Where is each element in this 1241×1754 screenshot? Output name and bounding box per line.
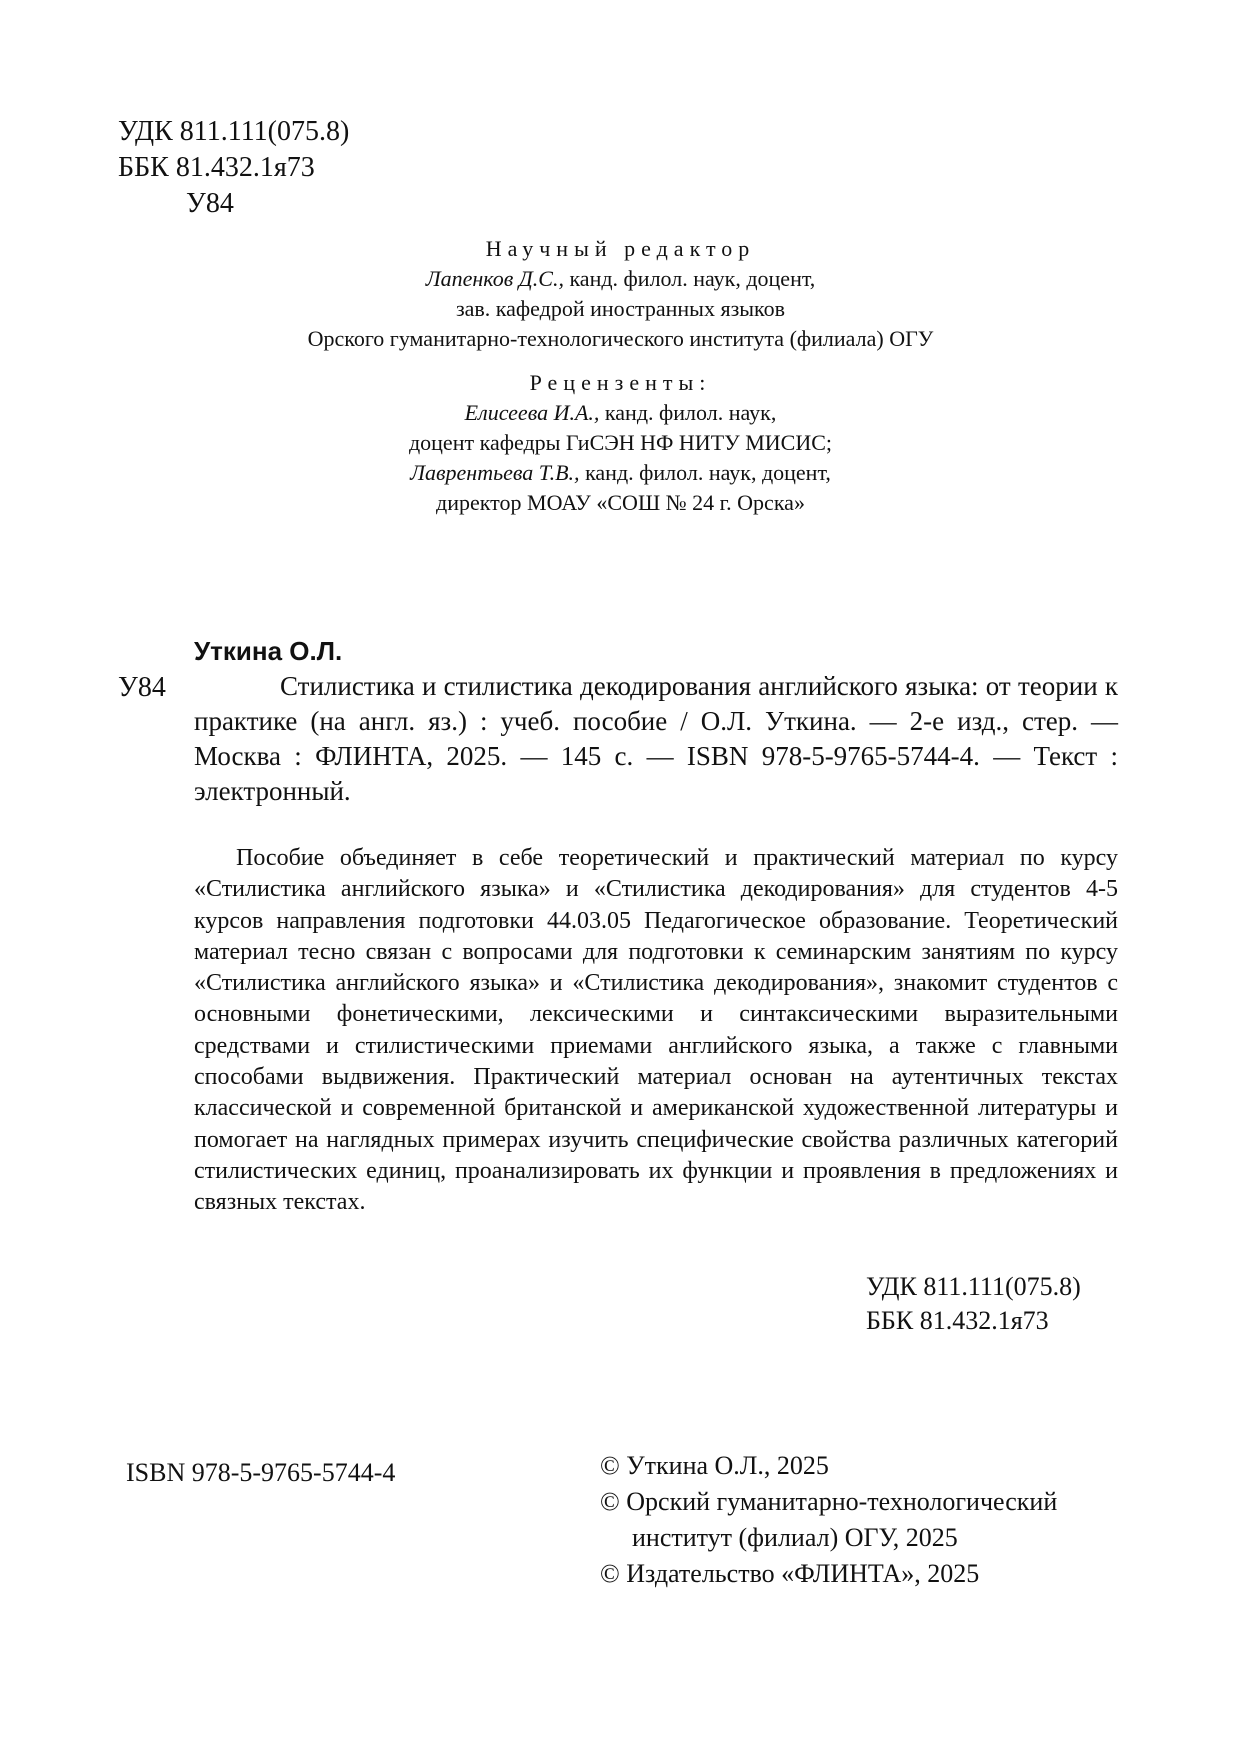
udk-code: УДК 811.111(075.8) — [118, 116, 350, 147]
classification-codes — [118, 114, 349, 222]
reviewer-2-line-2: директор МОАУ «СОШ № 24 г. Орска» — [436, 490, 805, 515]
reviewer-1-name: Елисеева И.А., — [464, 400, 600, 425]
reviewers-heading: Рецензенты: — [529, 370, 712, 395]
reviewers-block — [0, 368, 1241, 518]
editor-degree: канд. филол. наук, доцент, — [563, 266, 816, 291]
reviewer-2-name: Лаврентьева Т.В., — [410, 460, 580, 485]
editor-line-3: Орского гуманитарно-технологического института (филиала) ОГУ — [307, 326, 934, 351]
annotation-text: Пособие объединяет в себе теоретический и практический материал по курсу «Стилистика английского языка» и «Стилистика декодирования» для студентов 4-5 курсов направления подготовки 44.03.05 Педагогическое образование. Теоретический материал тесно связан с вопросами для подготовки к семинарским занятиям по курсу «Стилистика английского языка» и «Стилистика декодирования», знакомит студентов с основными фонетическими, лексическими и синтаксическими выразительными средствами и стилистическими приемами английского языка, а также с главными способами выдвижения. Практический материал основан на аутентичных текстах классической и современной британской и американской художественной литературы и помогает на наглядных примерах изучить специфические свойства различных категорий стилистических единиц, проанализировать их функции и проявления в предложениях и связных текстах. — [194, 845, 1118, 1216]
reviewer-2-degree: канд. филол. наук, доцент, — [579, 460, 831, 485]
isbn: ISBN 978-5-9765-5744-4 — [126, 1458, 396, 1487]
reviewer-1-line-1 — [0, 398, 1241, 428]
editor-block — [0, 234, 1241, 354]
classification-codes-bottom — [866, 1270, 1081, 1338]
reviewer-1-line-2: доцент кафедры ГиСЭН НФ НИТУ МИСИС; — [408, 430, 833, 455]
copyright-author: © Уткина О.Л., 2025 — [600, 1451, 829, 1480]
editor-heading: Научный редактор — [485, 236, 756, 261]
bbk-code: ББК 81.432.1я73 — [118, 152, 315, 183]
copyright-block — [600, 1448, 1057, 1592]
author-mark: У84 — [186, 188, 234, 219]
bibliographic-entry — [194, 669, 1118, 809]
editor-line-1 — [0, 264, 1241, 294]
reviewer-1-degree: канд. филол. наук, — [599, 400, 777, 425]
copyright-institute-line-1: © Орский гуманитарно-технологический — [600, 1487, 1058, 1516]
bibliographic-text: Стилистика и стилистика декодирования английского языка: от теории к практике (на англ. яз.) : учеб. пособие / О.Л. Уткина. — 2-е изд., стер. — Москва : ФЛИНТА, 2025. — 145 с. — ISBN 978-5-9765-5744-4. — Текст : электронный. — [194, 671, 1118, 806]
annotation — [194, 843, 1118, 1219]
copyright-publisher: © Издательство «ФЛИНТА», 2025 — [600, 1559, 980, 1588]
editor-name: Лапенков Д.С., — [425, 266, 564, 291]
reviewer-2-line-1 — [0, 458, 1241, 488]
editor-line-2: зав. кафедрой иностранных языков — [455, 296, 786, 321]
bbk-code-bottom: ББК 81.432.1я73 — [866, 1306, 1049, 1335]
copyright-institute-line-2: институт (филиал) ОГУ, 2025 — [632, 1523, 958, 1552]
entry-author: Уткина О.Л. — [194, 636, 343, 666]
entry-author-mark: У84 — [118, 672, 166, 703]
udk-code-bottom: УДК 811.111(075.8) — [866, 1272, 1081, 1301]
